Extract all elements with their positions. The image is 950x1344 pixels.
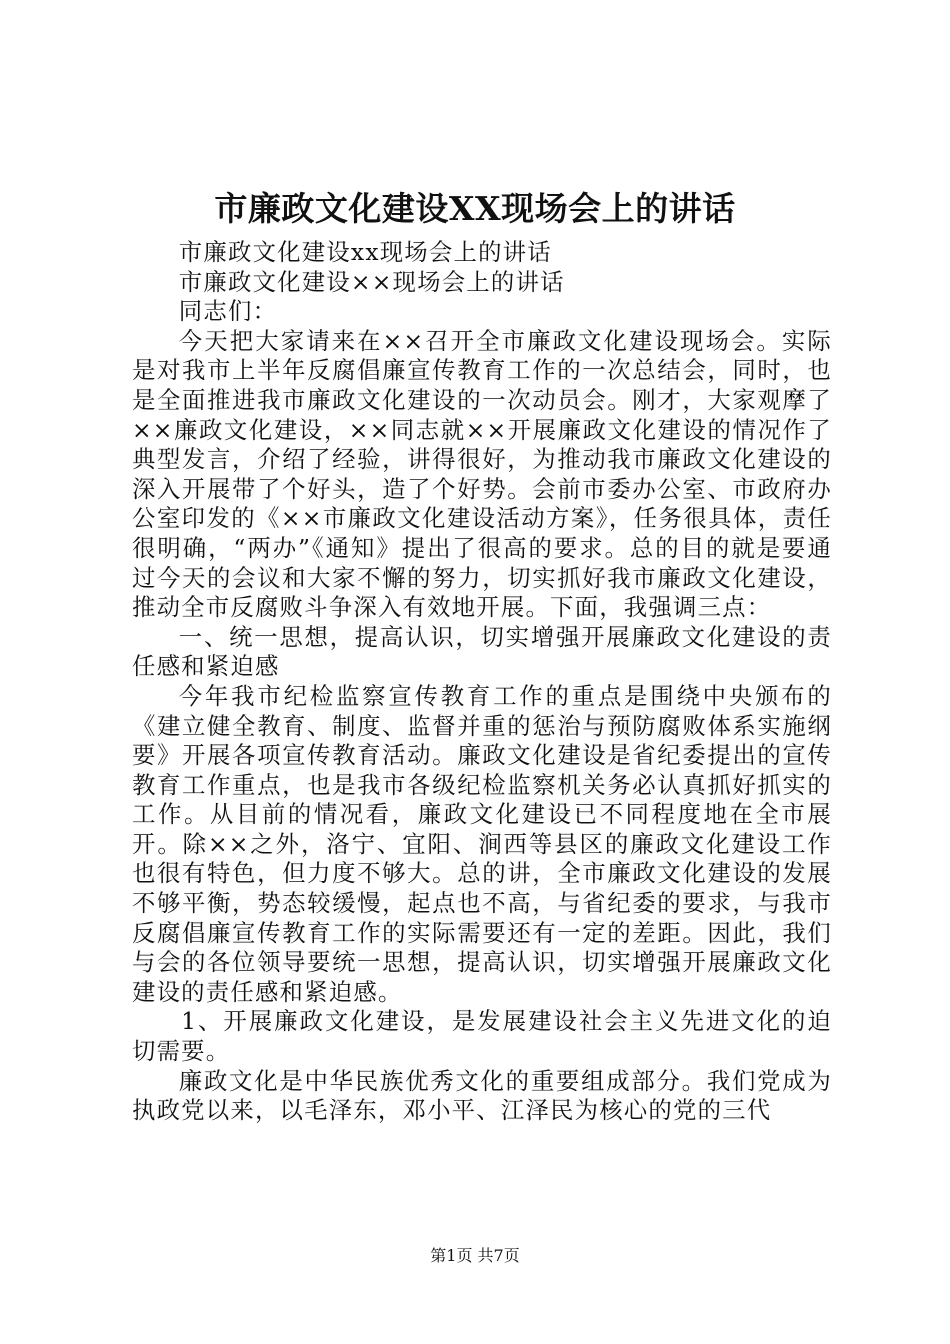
paragraph-subtitle-1: 市廉政文化建设xx现场会上的讲话 — [178, 238, 552, 266]
paragraph-subtitle-2: 市廉政文化建设××现场会上的讲话 — [178, 267, 565, 296]
document-title: 市廉政文化建设XX现场会上的讲话 — [214, 189, 736, 228]
section-heading-1: 一、统一思想，提高认识，切实增强开展廉政文化建设的责任感和紧迫感 — [132, 622, 832, 681]
subsection-heading-1: 1、开展廉政文化建设，是发展建设社会主义先进文化的迫切需要。 — [132, 1007, 832, 1066]
paragraph-subsection-1: 廉政文化是中华民族优秀文化的重要组成部分。我们党成为执政党以来，以毛泽东，邓小平、江泽民为核心的党的三代 — [132, 1066, 832, 1125]
document-body — [132, 238, 832, 1126]
page-number: 第1页 共7页 — [430, 1246, 520, 1265]
paragraph-intro: 今天把大家请来在××召开全市廉政文化建设现场会。实际是对我市上半年反腐倡廉宣传教育工作的一次总结会，同时，也是全面推进我市廉政文化建设的一次动员会。刚才，大家观摩了××廉政文化建设，××同志就××开展廉政文化建设的情况作了典型发言，介绍了经验，讲得很好，为推动我市廉政文化建设的深入开展带了个好头，造了个好势。会前市委办公室、市政府办公室印发的《××市廉政文化建设活动方案》，任务很具体，责任很明确，“两办”《通知》提出了很高的要求。总的目的就是要通过今天的会议和大家不懈的努力，切实抓好我市廉政文化建设，推动全市反腐败斗争深入有效地开展。下面，我强调三点： — [132, 326, 832, 622]
paragraph-salutation: 同志们： — [178, 297, 278, 326]
paragraph-section-1: 今年我市纪检监察宣传教育工作的重点是围绕中央颁布的《建立健全教育、制度、监督并重的惩治与预防腐败体系实施纲要》开展各项宣传教育活动。廉政文化建设是省纪委提出的宣传教育工作重点，也是我市各级纪检监察机关务必认真抓好抓实的工作。从目前的情况看，廉政文化建设已不同程度地在全市展开。除××之外，洛宁、宜阳、涧西等县区的廉政文化建设工作也很有特色，但力度不够大。总的讲，全市廉政文化建设的发展不够平衡，势态较缓慢，起点也不高，与省纪委的要求，与我市反腐倡廉宣传教育工作的实际需要还有一定的差距。因此，我们与会的各位领导要统一思想，提高认识，切实增强开展廉政文化建设的责任感和紧迫感。 — [132, 681, 832, 1006]
